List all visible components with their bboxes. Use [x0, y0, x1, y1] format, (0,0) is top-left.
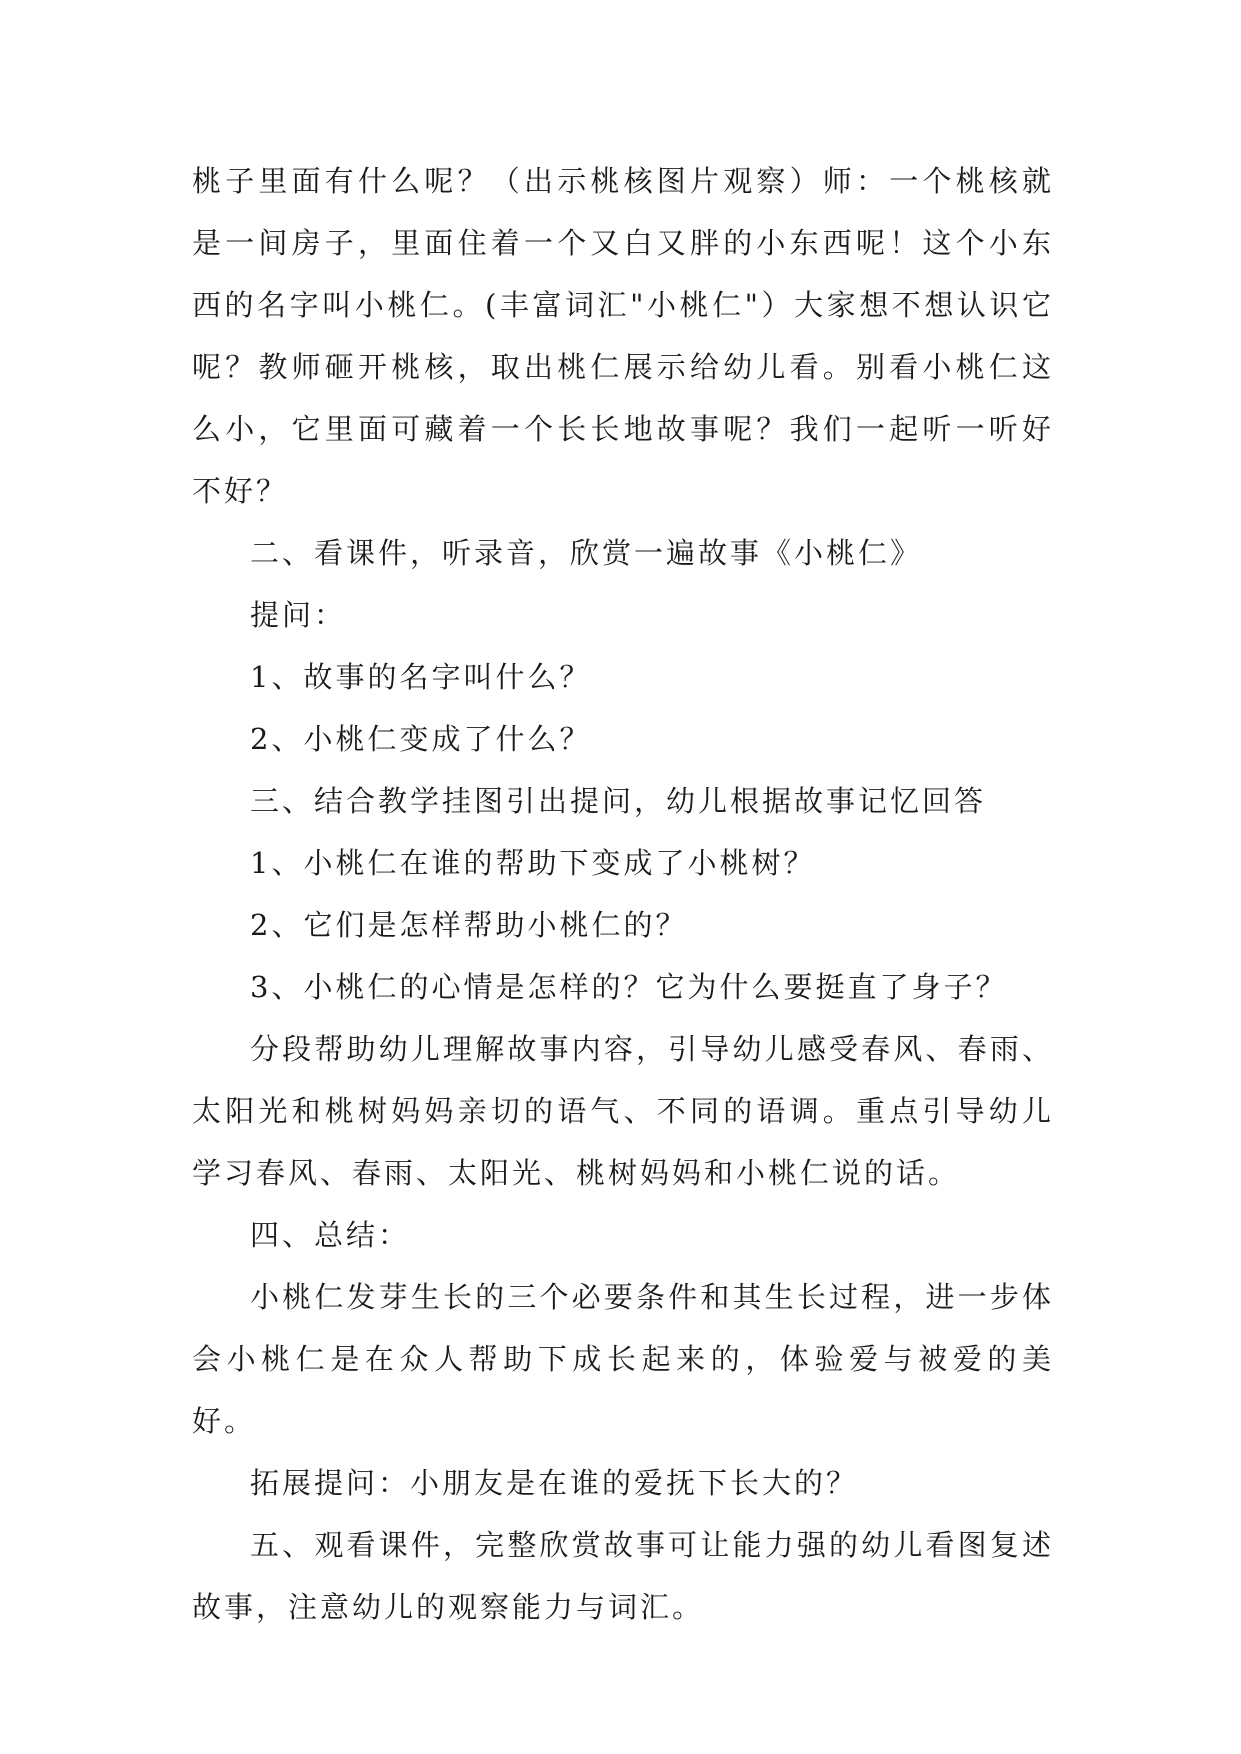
- section-heading-3: 三、结合教学挂图引出提问，幼儿根据故事记忆回答: [250, 784, 987, 818]
- list-item: 1、小桃仁在谁的帮助下变成了小桃树？: [250, 846, 816, 880]
- paragraph-guidance: 分段帮助幼儿理解故事内容，引导幼儿感受春风、春雨、太阳光和桃树妈妈亲切的语气、不同的语调。重点引导幼儿学习春风、春雨、太阳光、桃树妈妈和小桃仁说的话。: [192, 1032, 1054, 1190]
- paragraph-question-label: 提问：: [250, 598, 347, 632]
- list-item: 2、它们是怎样帮助小桃仁的？: [250, 908, 688, 942]
- list-item: 2、小桃仁变成了什么？: [250, 722, 592, 756]
- list-item: 1、故事的名字叫什么？: [250, 660, 592, 694]
- paragraph-summary: 小桃仁发芽生长的三个必要条件和其生长过程，进一步体会小桃仁是在众人帮助下成长起来的，体验爱与被爱的美好。: [192, 1280, 1054, 1438]
- paragraph-intro: 桃子里面有什么呢？（出示桃核图片观察）师：一个桃核就是一间房子，里面住着一个又白又胖的小东西呢！这个小东西的名字叫小桃仁。(丰富词汇"小桃仁"）大家想不想认识它呢？教师砸开桃核，取出桃仁展示给幼儿看。别看小桃仁这么小，它里面可藏着一个长长地故事呢？我们一起听一听好不好？: [192, 164, 1054, 508]
- section-heading-4: 四、总结：: [250, 1218, 411, 1252]
- section-heading-2: 二、看课件，听录音，欣赏一遍故事《小桃仁》: [250, 536, 923, 570]
- list-item: 3、小桃仁的心情是怎样的？它为什么要挺直了身子？: [250, 970, 1008, 1004]
- paragraph-extension: 拓展提问：小朋友是在谁的爱抚下长大的？: [250, 1466, 859, 1500]
- document-body: [192, 150, 1054, 1638]
- section-heading-5: 五、观看课件，完整欣赏故事可让能力强的幼儿看图复述故事，注意幼儿的观察能力与词汇。: [192, 1528, 1054, 1624]
